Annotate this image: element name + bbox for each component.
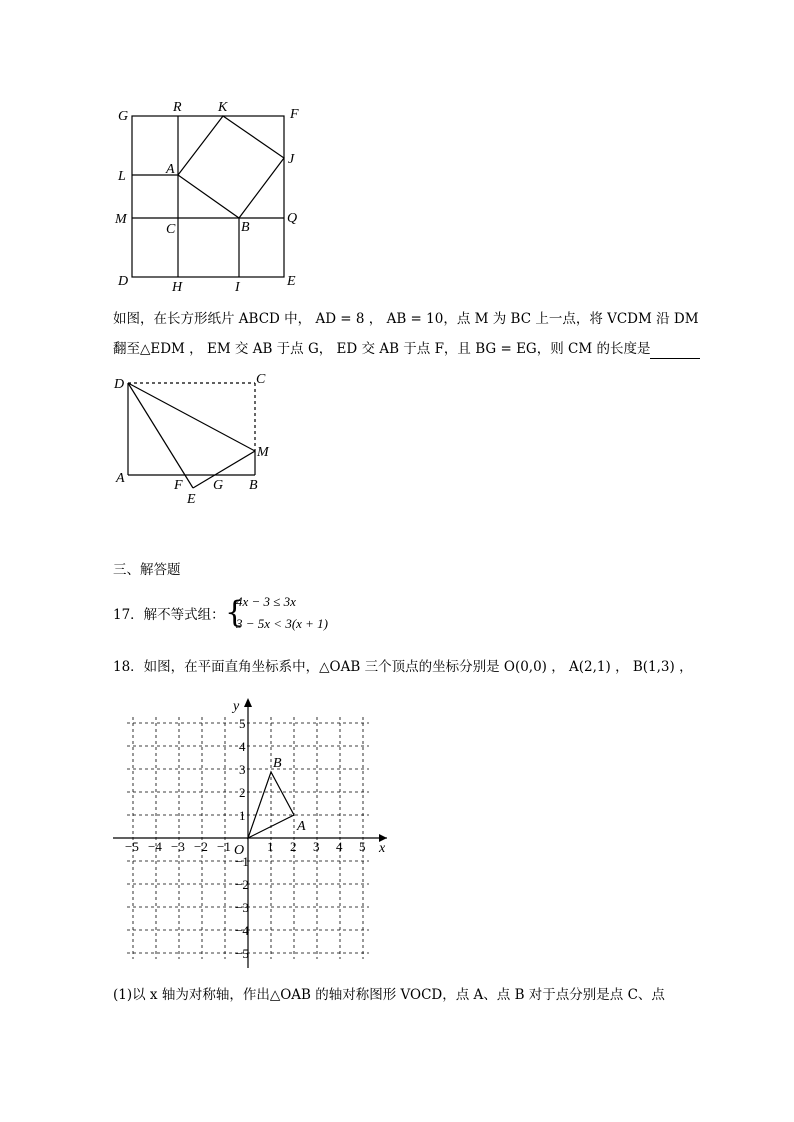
coordinate-grid [105,692,405,977]
label-g: G [213,478,224,493]
x-tick-label: −3 [171,839,185,854]
figure-q16 [110,368,280,508]
label-e: E [287,274,296,289]
label-c: C [256,372,266,387]
label-f: F [290,107,299,122]
label-i: I [235,280,240,295]
x-tick-label: 3 [313,839,320,854]
point-label-b: B [273,756,282,771]
q16-line1: 如图，在长方形纸片 ABCD 中， AD = 8 ， AB = 10，点 M 为 BC 上一点，将 VCDM 沿 DM [113,311,699,327]
figure-q15 [100,95,320,295]
label-k: K [218,100,228,115]
x-tick-label: −1 [217,839,231,854]
y-tick-label: 5 [239,716,246,731]
system-brace: { [225,595,245,630]
label-e: E [187,492,196,507]
x-tick-label: 1 [267,839,274,854]
label-m: M [257,445,269,460]
label-r: R [173,100,182,115]
x-tick-label: −5 [125,839,139,854]
tilted-square-akjb [178,116,284,218]
segment-em [193,451,255,488]
label-f: F [174,478,183,493]
segment-dm [128,383,255,451]
label-a: A [166,162,175,177]
q18-text: 18．如图，在平面直角坐标系中，△OAB 三个顶点的坐标分别是 O(0,0) ， A(2,1) ， B(1,3) ， [113,659,693,675]
label-m: M [115,212,127,227]
y-axis-arrow [244,698,252,707]
section-title: 三、解答题 [113,562,181,578]
q16-line2: 翻至△EDM ， EM 交 AB 于点 G， ED 交 AB 于点 F，且 BG = EG，则 CM 的长度是 [113,339,700,359]
label-g: G [118,109,129,124]
y-tick-label: −1 [235,854,249,869]
segment-de [128,383,193,488]
label-j: J [288,152,295,167]
q17-prefix: 17．解不等式组： [113,607,225,623]
axis-label-y: y [233,699,240,714]
label-a: A [116,471,125,486]
x-tick-label: 5 [359,839,366,854]
y-tick-label: 3 [239,762,246,777]
label-q: Q [287,211,298,226]
axis-label-x: x [379,841,386,856]
label-l: L [118,169,126,184]
point-label-a: A [297,819,306,834]
y-tick-label: 4 [239,739,246,754]
q17-ineq2: 3 − 5x < 3(x + 1) [236,616,329,631]
y-tick-label: −4 [235,923,249,938]
label-d: D [118,274,129,289]
label-h: H [172,280,183,295]
x-tick-label: −4 [148,839,162,854]
x-tick-label: −2 [194,839,208,854]
y-tick-label: −3 [235,900,249,915]
label-b: B [249,478,258,493]
triangle-oab [248,772,294,838]
y-tick-label: 1 [239,808,246,823]
y-tick-label: −2 [235,877,249,892]
axes [113,702,387,968]
y-tick-label: −5 [235,946,249,961]
x-tick-label: 2 [290,839,297,854]
label-b: B [241,220,250,235]
label-d: D [114,377,125,392]
label-c: C [166,222,176,237]
x-tick-labels [125,839,366,854]
q17-ineq1: 4x − 3 ≤ 3x [236,594,296,609]
q18-sub1: (1)以 x 轴为对称轴，作出△OAB 的轴对称图形 VOCD，点 A、点 B 对于点分别是点 C、点 [113,987,665,1003]
answer-blank[interactable] [650,344,700,359]
x-tick-label: 4 [336,839,343,854]
y-tick-label: 2 [239,785,246,800]
origin-label: O [234,843,245,858]
